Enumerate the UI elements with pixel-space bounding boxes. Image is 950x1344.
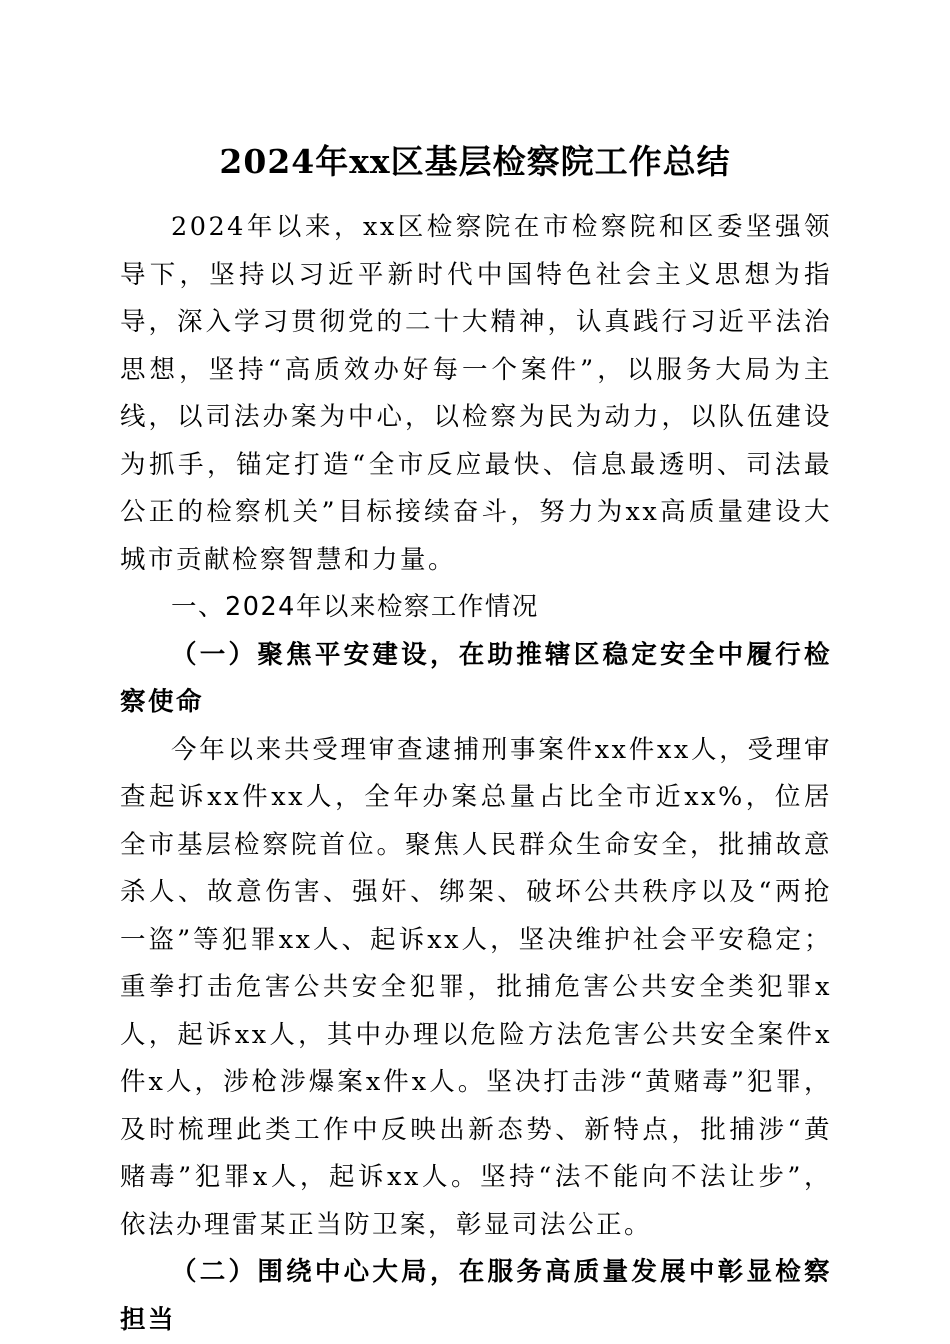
subsection-paragraph: 今年以来共受理审查逮捕刑事案件xx件xx人，受理审查起诉xx件xx人，全年办案总量占比全市近xx%，位居全市基层检察院首位。聚焦人民群众生命安全，批捕故意杀人、故意伤害、强奸、绑架、破坏公共秩序以及“两抢一盗”等犯罪xx人、起诉xx人，坚决维护社会平安稳定；重拳打击危害公共安全犯罪，批捕危害公共安全类犯罪x人，起诉xx人，其中办理以危险方法危害公共安全案件x件x人，涉枪涉爆案x件x人。坚决打击涉“黄赌毒”犯罪，及时梳理此类工作中反映出新态势、新特点，批捕涉“黄赌毒”犯罪x人，起诉xx人。坚持“法不能向不法让步”，依法办理雷某正当防卫案，彰显司法公正。 xyxy=(120,734,832,1240)
intro-paragraph: 2024年以来，xx区检察院在市检察院和区委坚强领导下，坚持以习近平新时代中国特色社会主义思想为指导，深入学习贯彻党的二十大精神，认真践行习近平法治思想，坚持“高质效办好每一个案件”，以服务大局为主线，以司法办案为中心，以检察为民为动力，以队伍建设为抓手，锚定打造“全市反应最快、信息最透明、司法最公正的检察机关”目标接续奋斗，努力为xx高质量建设大城市贡献检察智慧和力量。 xyxy=(120,212,832,575)
subsection-heading: （一）聚焦平安建设，在助推辖区稳定安全中履行检察使命 xyxy=(120,639,832,717)
section-heading: 一、2024年以来检察工作情况 xyxy=(171,592,539,622)
document-body xyxy=(120,204,832,1344)
subsection-heading: （二）围绕中心大局，在服务高质量发展中彰显检察担当 xyxy=(120,1257,832,1335)
document-title: 2024年xx区基层检察院工作总结 xyxy=(219,142,731,181)
